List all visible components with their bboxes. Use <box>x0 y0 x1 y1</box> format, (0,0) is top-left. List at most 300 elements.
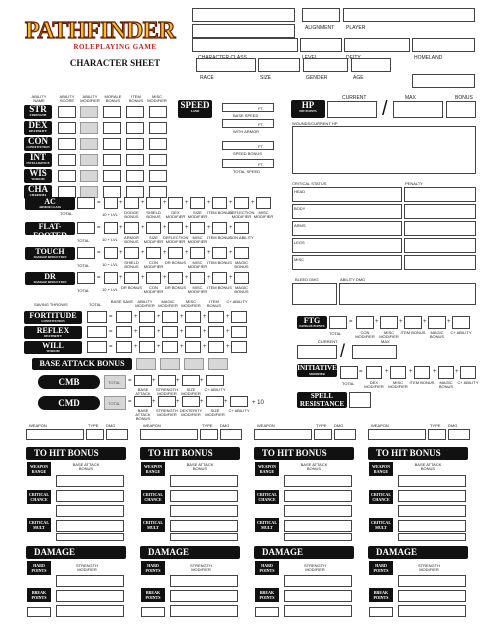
save-modifier-field[interactable] <box>116 341 132 353</box>
save-plus: + <box>226 329 230 335</box>
save-modifier-field[interactable] <box>231 341 247 353</box>
ftg-modifier-field[interactable] <box>380 316 398 329</box>
weapon-name-field[interactable] <box>254 429 312 440</box>
ac-modifier-field[interactable] <box>168 197 183 209</box>
cmd-modifier-field[interactable] <box>230 396 248 407</box>
penalty-label: PENALTY <box>405 181 423 186</box>
ftg-modifier-field[interactable] <box>356 316 374 329</box>
weapon-label: WEAPON <box>143 423 161 428</box>
saves-total-label: TOTAL <box>89 302 102 307</box>
ac-modifier-label: DEFLECTION MODIFIER <box>163 235 189 244</box>
ac-modifier-field[interactable] <box>212 222 227 234</box>
header-field[interactable] <box>343 8 475 22</box>
weapon-range-label: WEAPON RANGE <box>255 462 279 476</box>
header-field-label: HOMELAND <box>414 55 443 61</box>
ac-modifier-field[interactable] <box>168 247 183 259</box>
ac-equals: = <box>97 275 101 281</box>
ability-modifier-field[interactable] <box>80 138 98 150</box>
speed-unit: FT. <box>258 106 264 111</box>
ability-temp-field[interactable] <box>103 138 121 150</box>
weapon-name-field[interactable] <box>368 429 426 440</box>
bab-field[interactable] <box>184 358 204 370</box>
ac-label-main: DR <box>44 272 56 281</box>
ability-score-field[interactable] <box>58 106 76 118</box>
cmb-modifier-label: STRENGTH MODIFIER <box>156 387 178 396</box>
ac-modifier-label: CON MODIFIER <box>143 260 164 269</box>
to-hit-field[interactable] <box>284 475 352 487</box>
penalty-field[interactable] <box>404 221 476 236</box>
init-total-field[interactable] <box>340 366 358 379</box>
ac-total-label: TOTAL <box>77 238 90 243</box>
init-modifier-field[interactable] <box>414 366 430 379</box>
cmd-modifier-field[interactable] <box>134 396 152 407</box>
bab-label: BASE ATTACK BONUS <box>186 462 214 471</box>
speed-field-label: SPEED BONUS <box>233 151 262 156</box>
weapon-type-field[interactable] <box>314 429 332 440</box>
bleed-label: BLEED DMG <box>295 277 319 282</box>
save-total-field[interactable] <box>87 326 107 338</box>
ac-modifier-field[interactable] <box>190 222 205 234</box>
save-modifier-field[interactable] <box>185 341 201 353</box>
penalty-field[interactable] <box>404 204 476 219</box>
ability-name: CONSTITUTION <box>26 145 50 149</box>
ac-ten-field[interactable] <box>104 197 118 209</box>
header-field[interactable] <box>196 58 256 72</box>
init-modifier-field[interactable] <box>438 366 454 379</box>
ability-score-field[interactable] <box>58 154 76 166</box>
ac-modifier-label: SHIELD BONUS <box>124 260 139 269</box>
ac-total-field[interactable] <box>77 272 95 284</box>
to-hit-field[interactable] <box>284 520 352 532</box>
to-hit-field[interactable] <box>284 490 352 502</box>
damage-extra-field[interactable] <box>141 607 165 617</box>
ac-modifier-label: MISC MODIFIER <box>253 210 274 219</box>
header-field[interactable] <box>412 38 475 52</box>
ac-modifier-field[interactable] <box>234 222 249 234</box>
ability-score-field[interactable] <box>58 138 76 150</box>
ac-modifier-label: ITEM BONUS <box>207 260 232 265</box>
save-modifier-field[interactable] <box>162 326 178 338</box>
ac-modifier-field[interactable] <box>124 222 139 234</box>
speed-field[interactable] <box>222 119 274 128</box>
damage-extra-field[interactable] <box>369 607 393 617</box>
init-modifier-label: C+ ABILITY <box>457 380 479 385</box>
damage-field[interactable] <box>398 605 466 617</box>
save-plus: + <box>203 314 207 320</box>
ac-plus: + <box>141 225 145 231</box>
ac-ten-field[interactable] <box>104 247 118 259</box>
ac-label <box>25 197 75 210</box>
to-hit-field[interactable] <box>170 505 238 517</box>
speed-field[interactable] <box>222 103 274 112</box>
ac-modifier-field[interactable] <box>124 247 139 259</box>
ftg-modifier-field[interactable] <box>452 316 470 329</box>
cmd-modifier-field[interactable] <box>206 396 224 407</box>
init-modifier-field[interactable] <box>460 366 476 379</box>
to-hit-field[interactable] <box>56 475 124 487</box>
ability-temp-field[interactable] <box>103 122 121 134</box>
cmd-modifier-field[interactable] <box>158 396 176 407</box>
weapon-dmg-field[interactable] <box>220 429 242 440</box>
ability-temp-field[interactable] <box>126 106 144 118</box>
save-modifier-field[interactable] <box>208 326 224 338</box>
str-mod-label: STRENGTH MODIFIER <box>76 563 98 572</box>
save-plus: + <box>134 329 138 335</box>
save-modifier-field[interactable] <box>139 326 155 338</box>
save-modifier-field[interactable] <box>208 341 224 353</box>
save-ability: CONSTITUTION <box>41 319 65 323</box>
to-hit-field[interactable] <box>170 475 238 487</box>
header-field[interactable] <box>192 38 298 52</box>
header-field[interactable] <box>344 38 410 52</box>
ac-modifier-field[interactable] <box>146 197 161 209</box>
header-field[interactable] <box>302 8 340 22</box>
bab-field[interactable] <box>136 358 156 370</box>
ability-score-field[interactable] <box>58 170 76 182</box>
ability-temp-field[interactable] <box>149 122 167 134</box>
header-field[interactable] <box>303 58 348 72</box>
ability-temp-field[interactable] <box>126 122 144 134</box>
to-hit-field[interactable] <box>170 520 238 532</box>
save-modifier-field[interactable] <box>185 326 201 338</box>
damage-field[interactable] <box>398 590 466 602</box>
ac-ten-field[interactable] <box>104 222 118 234</box>
weapon-dmg-field[interactable] <box>448 429 470 440</box>
status-field[interactable] <box>292 204 402 219</box>
portrait-box[interactable] <box>412 74 475 88</box>
weapon-name-field[interactable] <box>26 429 84 440</box>
save-label <box>24 326 82 339</box>
ability-dmg-field[interactable] <box>339 283 476 305</box>
ac-plus: + <box>119 250 123 256</box>
ac-modifier-field[interactable] <box>256 197 271 209</box>
ac-ten-field[interactable] <box>104 272 118 284</box>
wounds-label: WOUNDS/CURRENT HP <box>292 121 338 126</box>
cmd-total-label: TOTAL <box>108 401 121 406</box>
ac-modifier-field[interactable] <box>190 247 205 259</box>
ac-modifier-field[interactable] <box>146 272 161 284</box>
save-modifier-field[interactable] <box>139 311 155 323</box>
ability-temp-field[interactable] <box>149 106 167 118</box>
save-equals: = <box>109 314 113 320</box>
ac-plus: + <box>185 275 189 281</box>
hard-points-label: HARD POINTS <box>27 561 51 575</box>
save-name: WILL <box>42 341 64 350</box>
bab-label: BASE ATTACK BONUS <box>300 462 328 471</box>
save-modifier-field[interactable] <box>231 326 247 338</box>
to-hit-field[interactable] <box>56 505 124 517</box>
penalty-field[interactable] <box>404 238 476 253</box>
ac-modifier-field[interactable] <box>212 197 227 209</box>
ac-modifier-field[interactable] <box>146 247 161 259</box>
initiative-label: INITIATIVE MODIFIER <box>297 364 337 376</box>
weapon-dmg-label: DMG <box>106 423 116 428</box>
str-mod-label: STRENGTH MODIFIER <box>304 563 326 572</box>
damage-field[interactable] <box>170 590 238 602</box>
ftg-modifier-field[interactable] <box>404 316 422 329</box>
ability-modifier-field[interactable] <box>80 106 98 118</box>
save-modifier-field[interactable] <box>116 311 132 323</box>
weapon-type-field[interactable] <box>428 429 446 440</box>
ac-plus: + <box>229 200 233 206</box>
ftg-modifier-label: MAGIC BONUS <box>429 330 445 339</box>
save-plus: + <box>157 314 161 320</box>
crit-chance-label: CRITICAL CHANCE <box>142 492 163 502</box>
damage-field[interactable] <box>284 590 352 602</box>
penalty-field[interactable] <box>404 187 476 202</box>
hard-points-label: HARD POINTS <box>255 561 279 575</box>
ac-modifier-field[interactable] <box>124 197 139 209</box>
to-hit-field[interactable] <box>170 533 238 541</box>
save-label <box>24 311 82 324</box>
ac-modifier-label: SIZE MODIFIER <box>187 210 208 219</box>
save-modifier-field[interactable] <box>231 311 247 323</box>
header-field[interactable] <box>300 38 342 52</box>
spell-resistance-field[interactable] <box>349 392 371 408</box>
to-hit-field[interactable] <box>56 490 124 502</box>
ftg-total-field[interactable] <box>329 316 347 329</box>
cmd-plus: + <box>200 399 204 405</box>
save-modifier-field[interactable] <box>185 311 201 323</box>
ftg-max-field[interactable] <box>352 345 397 359</box>
save-plus: + <box>180 314 184 320</box>
ability-column-header: MORALE BONUS <box>104 94 122 103</box>
damage-title: DAMAGE <box>140 546 240 559</box>
ac-plus: + <box>185 225 189 231</box>
ability-temp-field[interactable] <box>103 106 121 118</box>
ac-modifier-field[interactable] <box>234 197 249 209</box>
ability-temp-field[interactable] <box>126 154 144 166</box>
ability-abbr: INT <box>29 152 46 162</box>
status-field[interactable] <box>292 255 402 270</box>
weapon-dmg-field[interactable] <box>106 429 128 440</box>
weapon-type-label: TYPE <box>202 423 213 428</box>
ability-score-field[interactable] <box>58 122 76 134</box>
to-hit-field[interactable] <box>398 475 466 487</box>
ac-label-sub: DAMAGE REDUCTION <box>33 280 67 284</box>
ac-modifier-field[interactable] <box>168 222 183 234</box>
weapon-type-field[interactable] <box>86 429 104 440</box>
save-modifier-field[interactable] <box>162 311 178 323</box>
header-field[interactable] <box>351 58 391 72</box>
ftg-modifier-label: ITEM BONUS <box>400 330 426 335</box>
ability-temp-field[interactable] <box>103 170 121 182</box>
ac-plus: + <box>163 225 167 231</box>
to-hit-title: TO HIT BONUS <box>254 447 354 460</box>
save-plus: + <box>226 314 230 320</box>
status-field[interactable] <box>292 238 402 253</box>
logo-subtitle: ROLEPLAYING GAME <box>73 43 157 51</box>
ac-modifier-field[interactable] <box>212 272 227 284</box>
ac-total-field[interactable] <box>77 247 95 259</box>
str-mod-label: STRENGTH MODIFIER <box>418 563 440 572</box>
cmd-modifier-label: BASE ATTACK BONUS <box>135 408 151 421</box>
ac-label-sub: DAMAGE REDUCTION <box>33 255 67 259</box>
ability-temp-field[interactable] <box>149 138 167 150</box>
str-mod-label: STRENGTH MODIFIER <box>190 563 212 572</box>
speed-field[interactable] <box>222 141 274 150</box>
init-modifier-label: MAGIC BONUS <box>438 380 454 389</box>
save-total-field[interactable] <box>87 341 107 353</box>
cmd-modifier-field[interactable] <box>182 396 200 407</box>
to-hit-field[interactable] <box>284 505 352 517</box>
ftg-current-field[interactable] <box>297 345 337 359</box>
to-hit-field[interactable] <box>398 520 466 532</box>
ability-temp-field[interactable] <box>126 170 144 182</box>
ability-modifier-field[interactable] <box>80 122 98 134</box>
crit-chance-label: CRITICAL CHANCE <box>256 492 277 502</box>
init-modifier-field[interactable] <box>366 366 382 379</box>
ftg-slash: / <box>340 341 346 361</box>
ability-temp-field[interactable] <box>103 154 121 166</box>
cmb-label-text: CMB <box>58 377 80 387</box>
cmb-modifier-field[interactable] <box>182 375 200 386</box>
ability-column-header: ABILITY NAME <box>31 94 47 103</box>
ac-modifier-field[interactable] <box>212 247 227 259</box>
ac-total-field[interactable] <box>77 222 95 234</box>
hp-current-field[interactable] <box>327 101 377 118</box>
ability-label <box>24 105 52 119</box>
ftg-modifier-field[interactable] <box>428 316 446 329</box>
status-field[interactable] <box>292 187 402 202</box>
ability-label <box>24 169 52 183</box>
ac-modifier-label: SHIELD BONUS <box>146 210 161 219</box>
init-modifier-label: DEX MODIFIER <box>364 380 384 389</box>
save-modifier-field[interactable] <box>139 341 155 353</box>
ability-modifier-field[interactable] <box>80 154 98 166</box>
to-hit-field[interactable] <box>170 490 238 502</box>
hp-max-field[interactable] <box>393 101 443 118</box>
damage-field[interactable] <box>398 575 466 587</box>
ac-plus: + <box>251 200 255 206</box>
damage-field[interactable] <box>56 575 124 587</box>
ac-total-label: TOTAL <box>77 263 90 268</box>
save-plus: + <box>134 314 138 320</box>
damage-title: DAMAGE <box>26 546 126 559</box>
ability-modifier-field[interactable] <box>80 170 98 182</box>
ac-total-field[interactable] <box>77 197 95 209</box>
bab-field[interactable] <box>160 358 180 370</box>
ftg-equals: = <box>349 319 353 325</box>
ac-modifier-field[interactable] <box>124 272 139 284</box>
ac-label-sub: ARMOR CLASS <box>38 205 62 209</box>
cmb-plus: + <box>152 378 156 384</box>
init-modifier-field[interactable] <box>390 366 406 379</box>
ac-modifier-field[interactable] <box>168 272 183 284</box>
ac-modifier-label: MISC MODIFIER <box>187 235 208 244</box>
ac-ten-label: 10 + LVL <box>102 237 118 242</box>
save-equals: = <box>109 344 113 350</box>
cmd-plus-ten: + 10 <box>252 400 264 406</box>
hard-points-label: HARD POINTS <box>141 561 165 575</box>
ability-temp-field[interactable] <box>149 170 167 182</box>
damage-field[interactable] <box>170 575 238 587</box>
ac-total-label: TOTAL <box>60 211 73 216</box>
save-equals: = <box>109 329 113 335</box>
damage-field[interactable] <box>284 575 352 587</box>
ac-plus: + <box>185 250 189 256</box>
weapon-dmg-field[interactable] <box>334 429 356 440</box>
weapon-range-label: WEAPON RANGE <box>141 462 165 476</box>
wounds-field[interactable] <box>292 126 476 174</box>
hp-current-label: CURRENT <box>342 95 367 101</box>
header-field-label: AGE <box>353 75 364 81</box>
cmb-total-label: TOTAL <box>108 380 121 385</box>
cmd-label-text: CMD <box>58 398 80 408</box>
cmb-modifier-field[interactable] <box>158 375 176 386</box>
bleed-field[interactable] <box>292 283 337 305</box>
to-hit-field[interactable] <box>284 533 352 541</box>
header-field-label: RACE <box>200 75 214 81</box>
ac-ten-label: 10 + LVL <box>102 262 118 267</box>
save-modifier-field[interactable] <box>162 341 178 353</box>
damage-field[interactable] <box>170 605 238 617</box>
ability-temp-field[interactable] <box>126 138 144 150</box>
ac-ten-label: 10 + LVL <box>102 212 118 217</box>
status-field[interactable] <box>292 221 402 236</box>
ac-equals: = <box>97 250 101 256</box>
save-modifier-field[interactable] <box>116 326 132 338</box>
damage-field[interactable] <box>56 590 124 602</box>
to-hit-field[interactable] <box>56 520 124 532</box>
break-points-label: BREAK POINTS <box>369 588 393 602</box>
save-plus: + <box>157 344 161 350</box>
header-field[interactable] <box>192 8 295 22</box>
ac-modifier-field[interactable] <box>234 272 249 284</box>
ac-plus: + <box>119 200 123 206</box>
to-hit-field[interactable] <box>398 490 466 502</box>
cmb-modifier-field[interactable] <box>134 375 152 386</box>
damage-extra-field[interactable] <box>27 607 51 617</box>
cmb-modifier-field[interactable] <box>206 375 224 386</box>
to-hit-field[interactable] <box>398 505 466 517</box>
ability-abbr: STR <box>29 104 47 114</box>
damage-field[interactable] <box>284 605 352 617</box>
ac-modifier-field[interactable] <box>146 222 161 234</box>
weapon-type-field[interactable] <box>200 429 218 440</box>
init-plus: + <box>455 369 459 375</box>
hp-bonus-label: BONUS <box>455 95 473 101</box>
to-hit-field[interactable] <box>398 533 466 541</box>
save-plus: + <box>226 344 230 350</box>
ac-modifier-field[interactable] <box>190 197 205 209</box>
save-column-header: C+ ABILITY <box>226 299 248 304</box>
header-field[interactable] <box>258 58 300 72</box>
save-total-field[interactable] <box>87 311 107 323</box>
save-ability: WISDOM <box>46 349 60 353</box>
to-hit-field[interactable] <box>56 533 124 541</box>
ac-modifier-field[interactable] <box>234 247 249 259</box>
ftg-plus: + <box>447 319 451 325</box>
weapon-name-field[interactable] <box>140 429 198 440</box>
speed-field[interactable] <box>222 159 274 168</box>
damage-extra-field[interactable] <box>255 607 279 617</box>
speed-unit: FT. <box>258 162 264 167</box>
penalty-field[interactable] <box>404 255 476 270</box>
ability-temp-field[interactable] <box>149 154 167 166</box>
save-modifier-field[interactable] <box>208 311 224 323</box>
ac-plus: + <box>207 200 211 206</box>
critical-status-label: CRITICAL STATUS <box>292 181 327 186</box>
bab-field[interactable] <box>208 358 228 370</box>
cmb-modifier-label: SIZE MODIFIER <box>181 387 201 396</box>
save-column-header: ABILITY MODIFIER <box>135 299 155 308</box>
damage-field[interactable] <box>56 605 124 617</box>
ac-plus: + <box>207 250 211 256</box>
hp-bonus-field[interactable] <box>446 101 476 118</box>
ac-modifier-field[interactable] <box>190 272 205 284</box>
character-name-field[interactable] <box>192 24 295 38</box>
